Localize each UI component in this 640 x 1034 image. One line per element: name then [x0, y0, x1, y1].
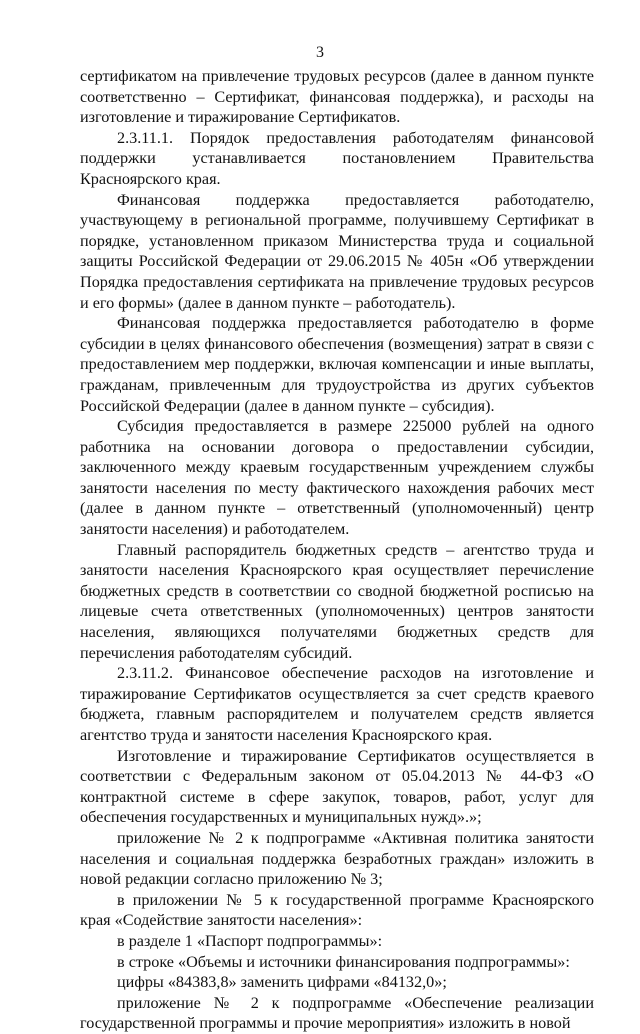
paragraph-budget-manager: Главный распорядитель бюджетных средств – агентство труда и занятости населения Красноярского края осуществляет перечисление бюджетных средств в соответствии со сводной бюджетной росписью на лицевые счета ответственных (уполномоченных) центров занятости населения, являющихся получателями бюджетных средств для перечисления работодателям субсидий.	[80, 540, 594, 662]
paragraph-subsidy-form: Финансовая поддержка предоставляется работодателю в форме субсидии в целях финансового обеспечения (возмещения) затрат в связи с предоставлением мер поддержки, включая компенсации и иные выплаты, гражданам, привлеченным для трудоустройства из других субъектов Российской Федерации (далее в данном пункте – субсидия).	[80, 314, 594, 415]
paragraph-appendix-2: приложение № 2 к подпрограмме «Активная политика занятости населения и социальная поддержка безработных граждан» изложить в новой редакции согласно приложению № 3;	[80, 828, 594, 889]
paragraph-replace-figures: цифры «84383,8» заменить цифрами «84132,0»;	[117, 973, 447, 992]
paragraph-2-3-11-1: 2.3.11.1. Порядок предоставления работодателям финансовой поддержки устанавливается постановлением Правительства Красноярского края.	[80, 128, 594, 188]
paragraph-appendix-5: в приложении № 5 к государственной программе Красноярского края «Содействие занятости населения»:	[80, 890, 594, 930]
paragraph-section-1: в разделе 1 «Паспорт подпрограммы»:	[117, 931, 383, 950]
paragraph-manufacturing: Изготовление и тиражирование Сертификатов осуществляется в соответствии с Федеральным законом от 05.04.2013 № 44-ФЗ «О контрактной системе в сфере закупок, товаров, работ, услуг для обеспечения государственных и муниципальных нужд».»;	[80, 746, 594, 827]
paragraph-financial-support-employer: Финансовая поддержка предоставляется работодателю, участвующему в региональной программе, получившему Сертификат в порядке, установленном приказом Министерства труда и социальной защиты Российской Федерации от 29.06.2015 № 405н «Об утверждении Порядка предоставления сертификата на привлечение трудовых ресурсов и его формы» (далее в данном пункте – работодатель).	[80, 190, 594, 312]
paragraph-continuation: сертификатом на привлечение трудовых ресурсов (далее в данном пункте соответственно – Сертификат, финансовая поддержка), и расходы на изготовление и тиражирование Сертификатов.	[80, 67, 594, 127]
paragraph-appendix-2-support: приложение № 2 к подпрограмме «Обеспечение реализации государственной программы и прочие мероприятия» изложить в новой	[80, 993, 594, 1033]
document-body	[80, 66, 594, 1034]
paragraph-subsidy-amount: Субсидия предоставляется в размере 225000 рублей на одного работника на основании договора о предоставлении субсидии, заключенного между краевым государственным учреждением службы занятости населения по месту фактического нахождения рабочих мест (далее в данном пункте – ответственный (уполномоченный) центр занятости населения) и работодателем.	[80, 417, 594, 539]
page-number: 3	[316, 44, 324, 61]
paragraph-funding-row: в строке «Объемы и источники финансирования подпрограммы»:	[117, 952, 570, 971]
paragraph-2-3-11-2: 2.3.11.2. Финансовое обеспечение расходов на изготовление и тиражирование Сертификатов осуществляется за счет средств краевого бюджета, главным распорядителем и получателем средств является агентство труда и занятости населения Красноярского края.	[80, 664, 594, 744]
